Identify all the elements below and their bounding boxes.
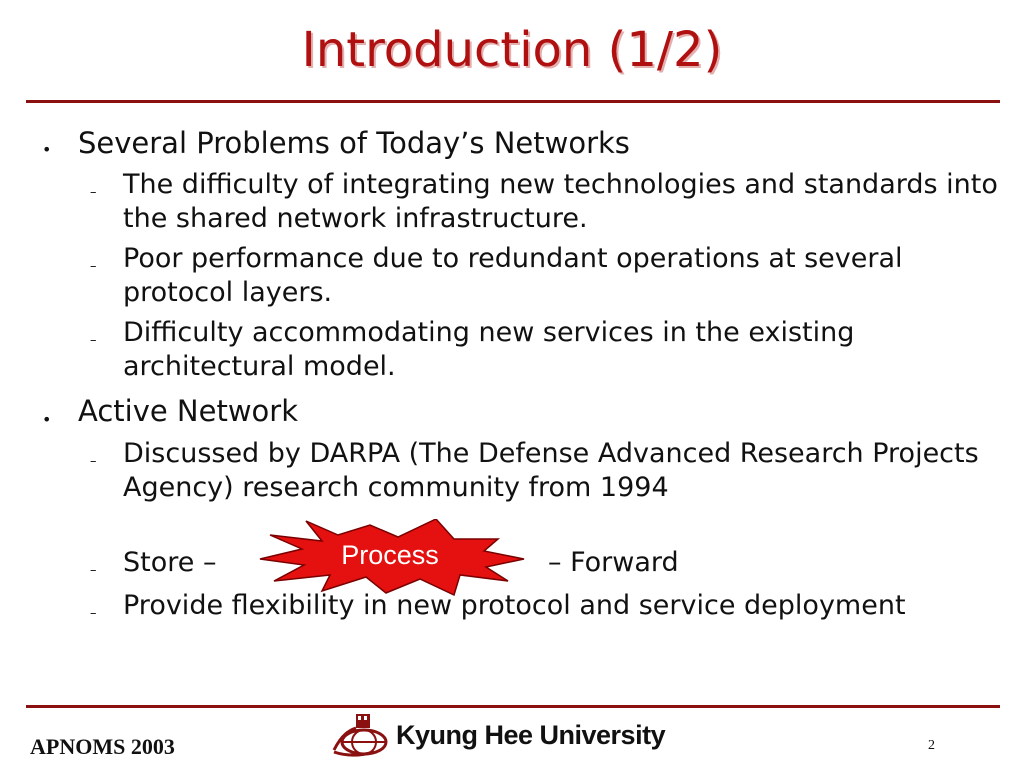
sub-bullet-forward: – Forward (548, 547, 679, 578)
slide-title: Introduction (1/2) (301, 22, 723, 78)
burst-label: Process (341, 540, 439, 570)
bullet-icon: • (42, 410, 52, 429)
dash-icon: – (90, 606, 97, 621)
sub-bullet-store: Store – (123, 547, 217, 578)
dash-icon: – (90, 563, 97, 578)
dash-icon: – (90, 333, 97, 348)
sub-bullet-flexibility: Provide flexibility in new protocol and service deployment (123, 590, 906, 621)
conference-label: APNOMS 2003 (30, 734, 175, 759)
dash-icon: – (90, 185, 97, 200)
sub-bullet-performance: Poor performance due to redundant operations at several protocol layers. (123, 243, 903, 308)
sub-bullet-services: Difficulty accommodating new services in the existing architectural model. (123, 317, 855, 382)
sub-bullet-integration: The difficulty of integrating new technologies and standards into the shared network infrastructure. (123, 169, 998, 234)
kyung-hee-emblem-icon (330, 712, 394, 758)
bullet-icon: • (42, 140, 52, 159)
bullet-heading-problems: Several Problems of Today’s Networks (78, 126, 630, 160)
dash-icon: – (90, 454, 97, 469)
page-number: 2 (928, 738, 935, 753)
process-burst-shape (258, 519, 528, 597)
sub-bullet-darpa: Discussed by DARPA (The Defense Advanced Research Projects Agency) research community from 1994 (123, 438, 979, 503)
university-name: Kyung Hee University (396, 720, 666, 750)
dash-icon: – (90, 259, 97, 274)
bullet-heading-active-network: Active Network (78, 394, 299, 428)
footer-divider (26, 705, 1000, 708)
